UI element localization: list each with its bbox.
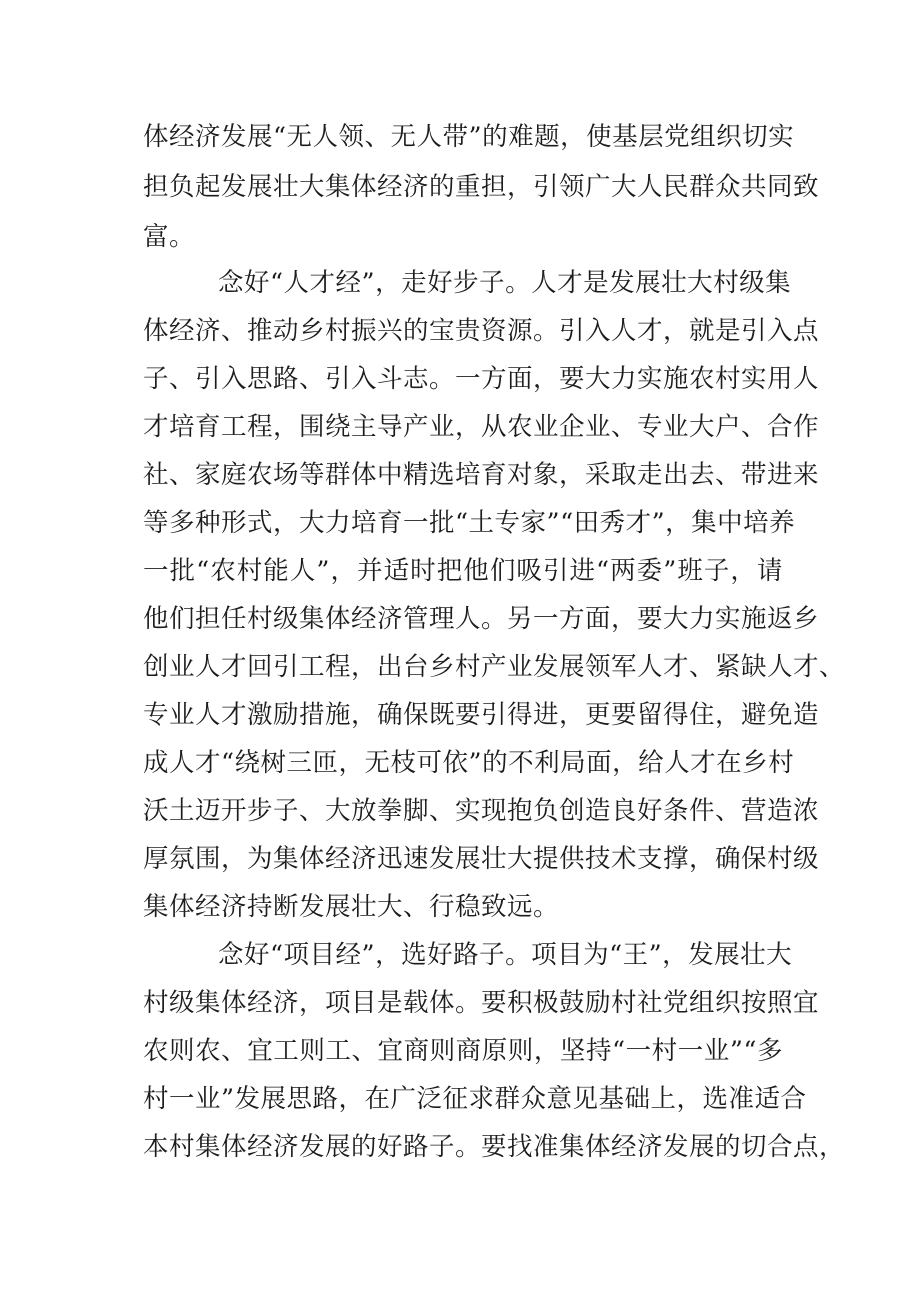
text-line: 村级集体经济，项目是载体。要积极鼓励村社党组织按照宜 [143,988,820,1018]
text-line: 集体经济持断发展壮大、行稳致远。 [143,892,560,922]
text-line: 专业人才激励措施，确保既要引得进，更要留得住，避免造 [143,700,820,730]
text-line: 才培育工程，围绕主导产业，从农业企业、专业大户、合作 [143,412,820,442]
text-line: 社、家庭农场等群体中精选培育对象，采取走出去、带进来 [143,460,820,490]
text-line: 子、引入思路、引入斗志。一方面，要大力实施农村实用人 [143,364,820,394]
text-line: 体经济发展“无人领、无人带”的难题，使基层党组织切实 [143,122,795,152]
text-line: 沃土迈开步子、大放拳脚、实现抱负创造良好条件、营造浓 [143,796,820,826]
text-line: 创业人才回引工程，出台乡村产业发展领军人才、紧缺人才、 [143,652,846,682]
text-line: 一批“农村能人”，并适时把他们吸引进“两委”班子，请 [143,556,783,586]
text-line: 村一业”发展思路，在广泛征求群众意见基础上，选准适合 [143,1084,807,1114]
text-line: 农则农、宜工则工、宜商则商原则，坚持“一村一业”“多 [143,1036,783,1066]
text-line: 等多种形式，大力培育一批“土专家”“田秀才”，集中培养 [143,508,796,538]
text-line: 成人才“绕树三匝，无枝可依”的不利局面，给人才在乡村 [143,748,795,778]
text-line: 他们担任村级集体经济管理人。另一方面，要大力实施返乡 [143,604,820,634]
text-line: 厚氛围，为集体经济迅速发展壮大提供技术支撑，确保村级 [143,844,820,874]
text-line: 富。 [143,222,196,252]
text-line: 本村集体经济发展的好路子。要找准集体经济发展的切合点， [143,1132,846,1162]
text-line: 担负起发展壮大集体经济的重担，引领广大人民群众共同致 [143,172,820,202]
paragraph-start-line: 念好“人才经”，走好步子。人才是发展壮大村级集 [218,268,792,298]
text-line: 体经济、推动乡村振兴的宝贵资源。引入人才，就是引入点 [143,316,820,346]
paragraph-start-line: 念好“项目经”，选好路子。项目为“王”，发展壮大 [218,940,793,970]
